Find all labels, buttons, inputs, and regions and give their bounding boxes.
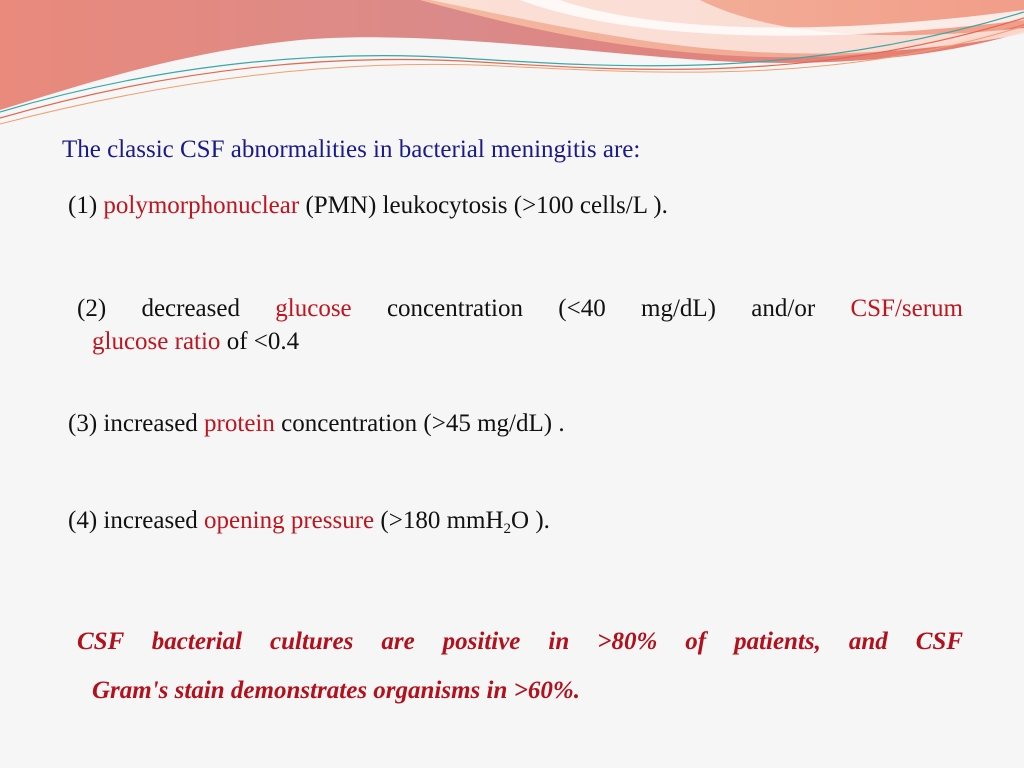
item-3-prefix: (3) increased [68,410,205,437]
item-2-part-3: of <0.4 [220,328,300,355]
item-1-prefix: (1) [68,192,104,219]
list-item-3 [68,408,565,440]
item-2-part-2: concentration (<40 mg/dL) and/or [351,295,851,322]
item-2-highlight-1: glucose [275,295,352,322]
item-1-highlight: polymorphonuclear [103,192,300,219]
conclusion-line-1: CSF bacterial cultures are positive in >80% of patients, and CSF [77,628,963,655]
slide-title: The classic CSF abnormalities in bacterial meningitis are: [62,136,641,163]
list-item-1 [68,190,668,222]
item-4-rest-1: (>180 mmH [374,507,504,534]
item-2-part-1: (2) decreased [77,295,276,322]
item-2-highlight-2b: glucose ratio [92,328,221,355]
list-item-4 [68,505,550,545]
item-1-rest: (PMN) leukocytosis (>100 cells/L ). [299,192,668,219]
item-3-highlight: protein [204,410,275,437]
decorative-wave-header [0,0,1024,130]
item-4-highlight: opening pressure [204,507,375,534]
conclusion-line-2: Gram's stain demonstrates organisms in >60%. [92,677,580,704]
item-3-rest: concentration (>45 mg/dL) . [274,410,565,437]
item-4-subscript: 2 [503,521,512,537]
item-4-prefix: (4) increased [68,507,205,534]
item-2-highlight-2a: CSF/serum [850,295,963,322]
list-item-2-line-2 [92,326,299,358]
item-4-rest-2: O ). [511,507,550,534]
list-item-2-line-1 [77,293,963,325]
